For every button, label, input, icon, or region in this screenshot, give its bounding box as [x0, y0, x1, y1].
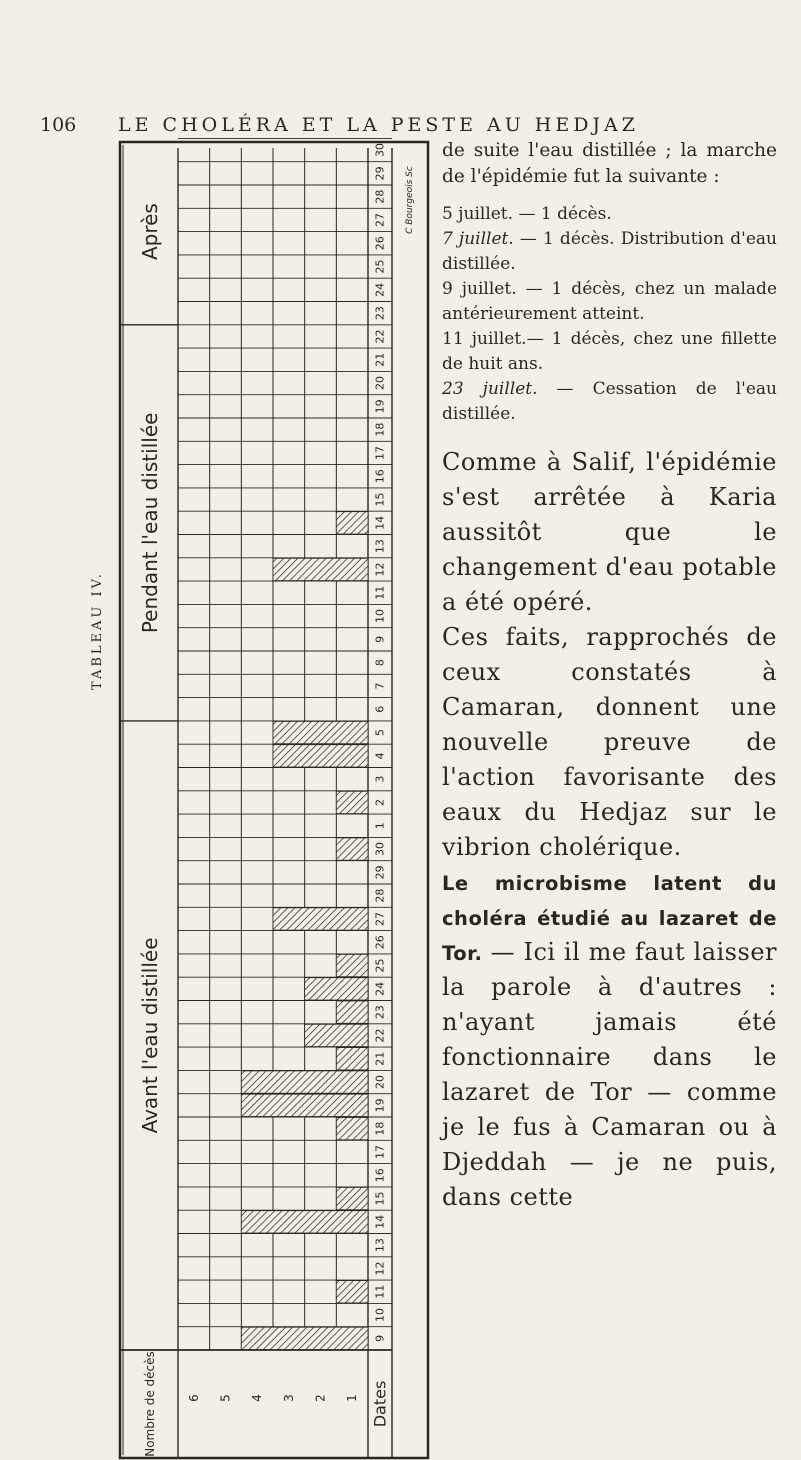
date-label-45: 24: [373, 282, 387, 297]
count-tick-2: 2: [313, 1394, 328, 1402]
bar-13: [305, 1024, 368, 1046]
date-label-39: 18: [373, 422, 387, 437]
count-tick-5: 5: [218, 1394, 233, 1402]
bar-21: [336, 838, 368, 860]
engraver-signature: C Bourgeois Sc: [405, 166, 415, 234]
date-label-0: 9: [373, 1334, 387, 1342]
date-label-36: 15: [373, 492, 387, 507]
date-label-3: 12: [373, 1261, 387, 1276]
entry-text: — 1 décès.: [513, 204, 612, 224]
paragraph-camaran: Ces faits, rapprochés de ceux constatés à Camaran, donnent une nouvelle preuve de l'action favorisante des eaux du Hedjaz sur le vibrion cholérique.: [442, 623, 777, 861]
running-title: LE CHOLÉRA ET LA PESTE AU HEDJAZ: [118, 114, 639, 136]
count-tick-1: 1: [345, 1394, 360, 1402]
date-label-51: 30: [373, 143, 387, 158]
bar-18: [273, 908, 368, 930]
bar-2: [336, 1281, 368, 1303]
date-label-12: 21: [373, 1051, 387, 1066]
bar-14: [336, 1001, 368, 1023]
date-label-27: 6: [373, 705, 387, 713]
bar-23: [336, 791, 368, 813]
table-side-label: TABLEAU IV.: [90, 571, 105, 690]
date-label-22: 1: [373, 822, 387, 830]
date-label-32: 11: [373, 585, 387, 600]
entry-date: 9 juillet.: [442, 279, 517, 299]
date-label-37: 16: [373, 469, 387, 484]
date-label-26: 5: [373, 729, 387, 737]
count-tick-6: 6: [186, 1394, 201, 1402]
date-label-7: 16: [373, 1168, 387, 1183]
bar-10: [241, 1094, 368, 1116]
entry-9-juillet: [442, 277, 777, 327]
date-label-30: 9: [373, 635, 387, 643]
entry-text: — 1 décès. Distribution d'eau distillée.: [442, 229, 777, 274]
date-label-40: 19: [373, 399, 387, 414]
bar-11: [241, 1071, 368, 1093]
date-label-23: 2: [373, 798, 387, 806]
section-title: Le microbisme latent du choléra étudié au lazaret de Tor.: [442, 872, 777, 965]
paragraph-tor-text: — Ici il me faut laisser la parole à d'autres : n'ayant jamais été fonctionnaire dans le lazaret de Tor — comme je le fus à Camaran ou à Djeddah — je ne puis, dans cette: [442, 938, 777, 1211]
bar-25: [273, 745, 368, 767]
date-label-38: 17: [373, 445, 387, 460]
date-label-31: 10: [373, 609, 387, 624]
section-label-avant: Avant l'eau distillée: [138, 937, 162, 1134]
date-label-2: 11: [373, 1284, 387, 1299]
date-label-13: 22: [373, 1028, 387, 1043]
date-label-47: 26: [373, 236, 387, 251]
entry-11-juillet: [442, 327, 777, 377]
date-label-18: 27: [373, 911, 387, 926]
bar-12: [336, 1048, 368, 1070]
date-label-33: 12: [373, 562, 387, 577]
date-label-42: 21: [373, 352, 387, 367]
count-tick-3: 3: [281, 1394, 296, 1402]
entry-5-juillet: [442, 202, 777, 227]
date-label-29: 8: [373, 659, 387, 667]
date-label-25: 4: [373, 752, 387, 760]
entry-text: — Cessation de l'eau distillée.: [442, 379, 777, 424]
section-label-apres: Après: [138, 203, 162, 261]
date-label-14: 23: [373, 1005, 387, 1020]
date-label-46: 25: [373, 259, 387, 274]
page-number: 106: [40, 114, 77, 136]
date-label-4: 13: [373, 1238, 387, 1253]
date-label-34: 13: [373, 539, 387, 554]
date-label-20: 29: [373, 865, 387, 880]
entry-7-juillet: [442, 227, 777, 277]
entry-date: 11 juillet.: [442, 329, 527, 349]
entry-date: 23 juillet.: [442, 379, 538, 399]
bar-33: [273, 558, 368, 580]
date-label-17: 26: [373, 935, 387, 950]
date-label-15: 24: [373, 981, 387, 996]
bar-6: [336, 1187, 368, 1209]
entry-23-juillet: [442, 377, 777, 427]
bar-0: [241, 1327, 368, 1349]
entry-date: 7 juillet.: [442, 229, 514, 249]
date-label-24: 3: [373, 775, 387, 783]
date-label-10: 19: [373, 1098, 387, 1113]
paragraph-salif: Comme à Salif, l'épidémie s'est arrêtée à Karia aussitôt que le changement d'eau potable a été opéré.: [442, 448, 777, 616]
bar-15: [305, 978, 368, 1000]
count-header: Nombre de décès: [143, 1351, 157, 1457]
bar-5: [241, 1211, 368, 1233]
paragraph-intro: de suite l'eau distillée ; la marche de l'épidémie fut la suivante :: [442, 140, 777, 187]
date-label-44: 23: [373, 306, 387, 321]
date-label-50: 29: [373, 166, 387, 181]
entry-text: — 1 décès, chez un malade antérieurement atteint.: [442, 279, 778, 324]
bar-9: [336, 1118, 368, 1140]
date-label-6: 15: [373, 1191, 387, 1206]
bar-35: [336, 512, 368, 534]
date-label-8: 17: [373, 1144, 387, 1159]
date-label-48: 27: [373, 212, 387, 227]
date-label-49: 28: [373, 189, 387, 204]
date-label-1: 10: [373, 1308, 387, 1323]
section-label-pendant: Pendant l'eau distillée: [138, 412, 162, 634]
body-text: [442, 138, 777, 1215]
date-label-9: 18: [373, 1121, 387, 1136]
bar-26: [273, 721, 368, 743]
bar-16: [336, 954, 368, 976]
count-tick-4: 4: [250, 1394, 265, 1402]
date-label-21: 30: [373, 842, 387, 857]
entry-text: — 1 décès, chez une fillette de huit ans.: [442, 329, 777, 374]
date-label-19: 28: [373, 888, 387, 903]
date-label-41: 20: [373, 376, 387, 391]
date-label-5: 14: [373, 1214, 387, 1229]
dates-header: Dates: [370, 1380, 390, 1428]
date-label-28: 7: [373, 682, 387, 690]
date-label-11: 20: [373, 1075, 387, 1090]
date-label-16: 25: [373, 958, 387, 973]
date-label-35: 14: [373, 515, 387, 530]
paragraph-tor: [442, 865, 777, 1215]
date-label-43: 22: [373, 329, 387, 344]
entry-date: 5 juillet.: [442, 204, 514, 224]
